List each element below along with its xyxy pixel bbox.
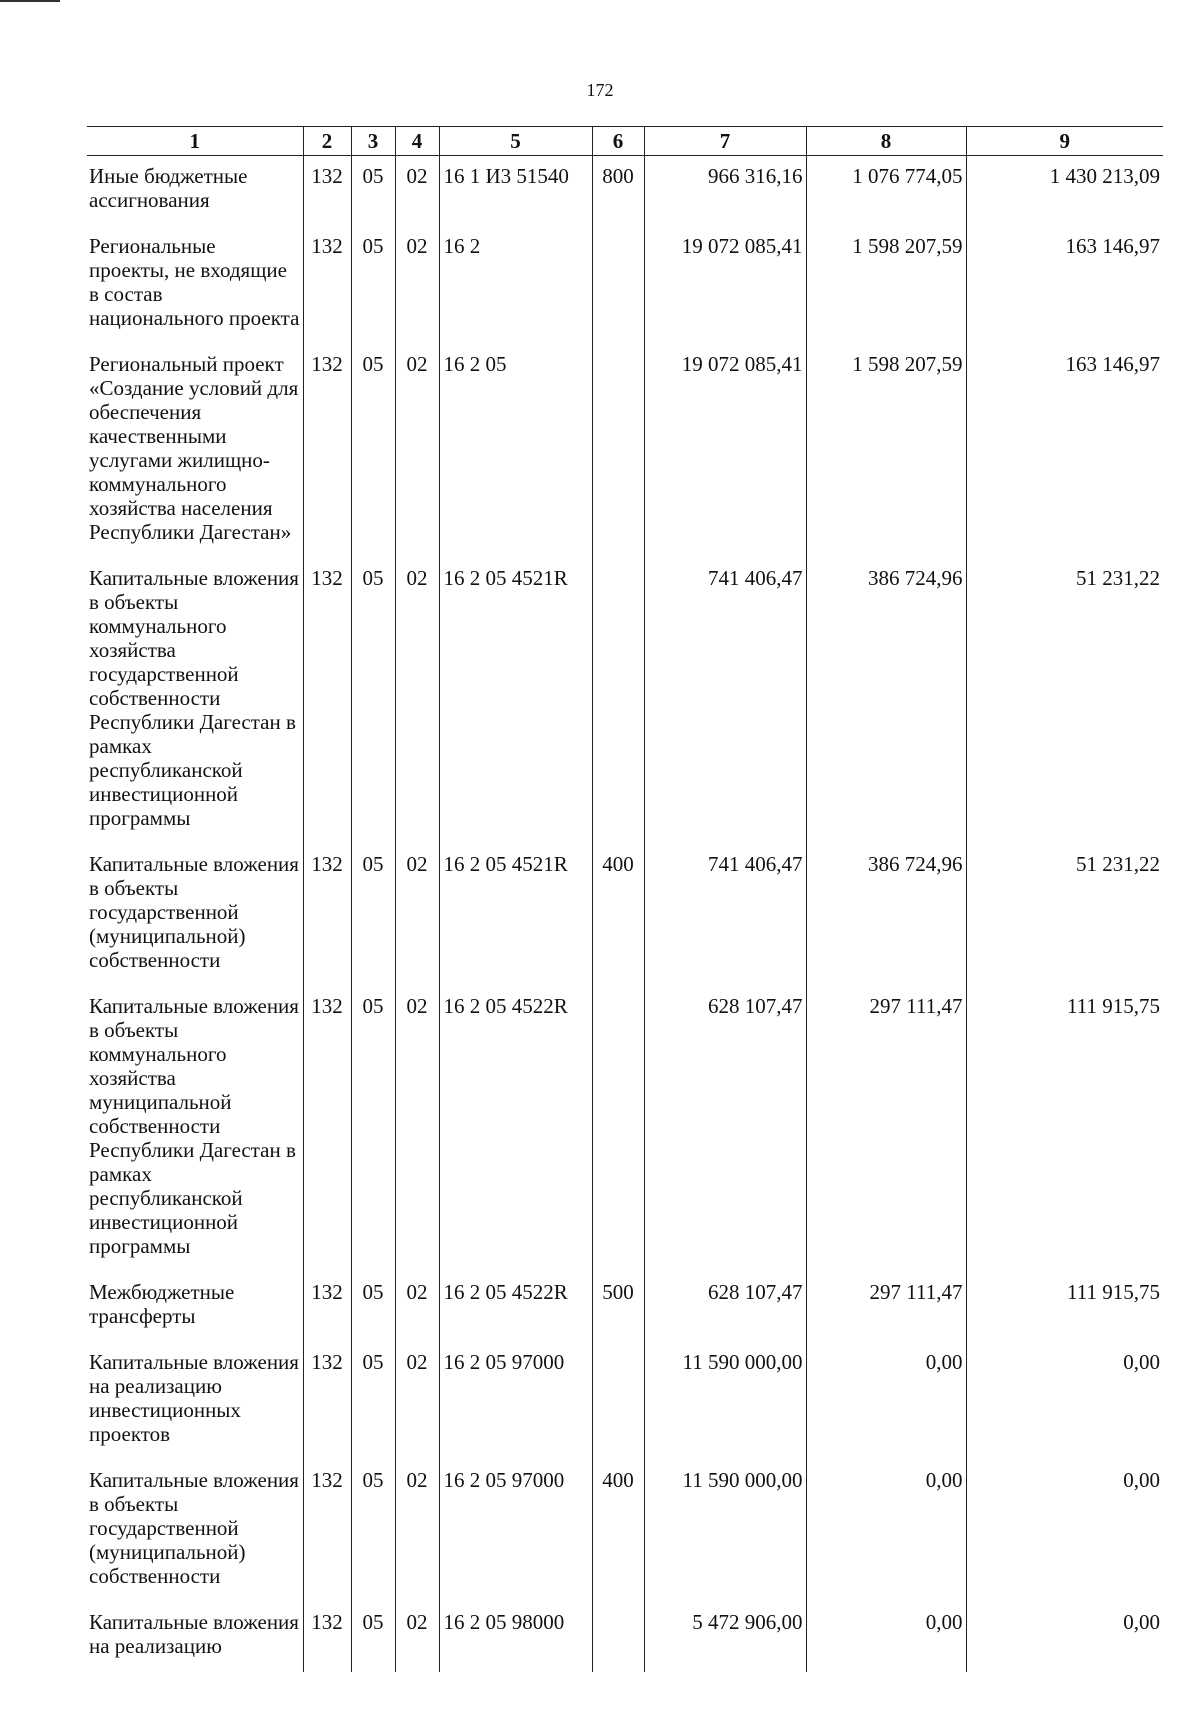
column-header: 4	[395, 127, 439, 156]
admin-code: 132	[303, 156, 351, 227]
amount-col8: 0,00	[806, 1602, 966, 1672]
column-header: 8	[806, 127, 966, 156]
subsection-code: 02	[395, 226, 439, 344]
budget-table	[87, 126, 1163, 1672]
section-code: 05	[351, 344, 395, 558]
target-code: 16 2 05 4522R	[439, 1272, 592, 1342]
amount-col8: 0,00	[806, 1342, 966, 1460]
row-name: Капитальные вложения в объекты государственной (муниципальной) собственности	[89, 1468, 299, 1588]
column-header: 7	[644, 127, 806, 156]
amount-col9: 0,00	[966, 1602, 1163, 1672]
amount-col9: 111 915,75	[966, 1272, 1163, 1342]
expense-type-code: 400	[592, 844, 644, 986]
expense-type-code: 800	[592, 156, 644, 227]
target-code: 16 2 05 4521R	[439, 558, 592, 844]
table-row	[87, 156, 1163, 227]
column-header: 1	[87, 127, 303, 156]
amount-col8: 1 598 207,59	[806, 226, 966, 344]
amount-col8: 1 076 774,05	[806, 156, 966, 227]
amount-col9: 51 231,22	[966, 844, 1163, 986]
row-name: Капитальные вложения в объекты коммунального хозяйства муниципальной собственности Республики Дагестан в рамках республиканской инвестиционной программы	[89, 994, 299, 1258]
admin-code: 132	[303, 1272, 351, 1342]
amount-col9: 51 231,22	[966, 558, 1163, 844]
page-number: 172	[586, 80, 614, 100]
amount-col9: 163 146,97	[966, 226, 1163, 344]
row-name: Иные бюджетные ассигнования	[89, 164, 248, 212]
section-code: 05	[351, 844, 395, 986]
section-code: 05	[351, 1272, 395, 1342]
header-row	[87, 127, 1163, 156]
column-header: 2	[303, 127, 351, 156]
admin-code: 132	[303, 344, 351, 558]
amount-col7: 19 072 085,41	[644, 344, 806, 558]
subsection-code: 02	[395, 1272, 439, 1342]
amount-col8: 297 111,47	[806, 1272, 966, 1342]
amount-col9: 1 430 213,09	[966, 156, 1163, 227]
section-code: 05	[351, 1342, 395, 1460]
row-name: Капитальные вложения на реализацию	[89, 1610, 299, 1658]
admin-code: 132	[303, 1460, 351, 1602]
target-code: 16 2	[439, 226, 592, 344]
subsection-code: 02	[395, 344, 439, 558]
column-header: 9	[966, 127, 1163, 156]
expense-type-code	[592, 1602, 644, 1672]
amount-col8: 297 111,47	[806, 986, 966, 1272]
table-row	[87, 1602, 1163, 1672]
table-row	[87, 844, 1163, 986]
admin-code: 132	[303, 558, 351, 844]
target-code: 16 1 И3 51540	[439, 156, 592, 227]
row-name: Региональные проекты, не входящие в состав национального проекта	[89, 234, 300, 330]
section-code: 05	[351, 1602, 395, 1672]
amount-col7: 741 406,47	[644, 844, 806, 986]
column-header: 3	[351, 127, 395, 156]
subsection-code: 02	[395, 558, 439, 844]
section-code: 05	[351, 156, 395, 227]
amount-col8: 386 724,96	[806, 844, 966, 986]
expense-type-code: 400	[592, 1460, 644, 1602]
amount-col8: 0,00	[806, 1460, 966, 1602]
target-code: 16 2 05 4522R	[439, 986, 592, 1272]
table-row	[87, 986, 1163, 1272]
amount-col9: 163 146,97	[966, 344, 1163, 558]
table-row	[87, 1342, 1163, 1460]
target-code: 16 2 05 97000	[439, 1460, 592, 1602]
amount-col8: 1 598 207,59	[806, 344, 966, 558]
amount-col7: 741 406,47	[644, 558, 806, 844]
section-code: 05	[351, 558, 395, 844]
target-code: 16 2 05 98000	[439, 1602, 592, 1672]
top-edge-rule	[0, 0, 60, 2]
row-name: Капитальные вложения на реализацию инвестиционных проектов	[89, 1350, 299, 1446]
row-name: Межбюджетные трансферты	[89, 1280, 235, 1328]
target-code: 16 2 05 4521R	[439, 844, 592, 986]
amount-col9: 0,00	[966, 1460, 1163, 1602]
amount-col7: 628 107,47	[644, 1272, 806, 1342]
amount-col9: 111 915,75	[966, 986, 1163, 1272]
section-code: 05	[351, 226, 395, 344]
amount-col7: 19 072 085,41	[644, 226, 806, 344]
amount-col8: 386 724,96	[806, 558, 966, 844]
expense-type-code: 500	[592, 1272, 644, 1342]
subsection-code: 02	[395, 1342, 439, 1460]
table-row	[87, 558, 1163, 844]
admin-code: 132	[303, 1602, 351, 1672]
expense-type-code	[592, 558, 644, 844]
amount-col7: 5 472 906,00	[644, 1602, 806, 1672]
amount-col7: 11 590 000,00	[644, 1460, 806, 1602]
expense-type-code	[592, 344, 644, 558]
admin-code: 132	[303, 226, 351, 344]
row-name: Капитальные вложения в объекты коммунального хозяйства государственной собственности Республики Дагестан в рамках республиканской инвестиционной программы	[89, 566, 299, 830]
amount-col7: 628 107,47	[644, 986, 806, 1272]
subsection-code: 02	[395, 844, 439, 986]
table-row	[87, 1272, 1163, 1342]
expense-type-code	[592, 986, 644, 1272]
column-header: 6	[592, 127, 644, 156]
subsection-code: 02	[395, 986, 439, 1272]
target-code: 16 2 05	[439, 344, 592, 558]
table-row	[87, 344, 1163, 558]
expense-type-code	[592, 226, 644, 344]
admin-code: 132	[303, 986, 351, 1272]
admin-code: 132	[303, 844, 351, 986]
expense-type-code	[592, 1342, 644, 1460]
table-row	[87, 226, 1163, 344]
section-code: 05	[351, 986, 395, 1272]
table-row	[87, 1460, 1163, 1602]
subsection-code: 02	[395, 1460, 439, 1602]
subsection-code: 02	[395, 1602, 439, 1672]
section-code: 05	[351, 1460, 395, 1602]
admin-code: 132	[303, 1342, 351, 1460]
subsection-code: 02	[395, 156, 439, 227]
column-header: 5	[439, 127, 592, 156]
row-name: Региональный проект «Создание условий для обеспечения качественными услугами жилищно-коммунального хозяйства населения Республики Дагестан»	[89, 352, 299, 544]
target-code: 16 2 05 97000	[439, 1342, 592, 1460]
amount-col7: 966 316,16	[644, 156, 806, 227]
amount-col7: 11 590 000,00	[644, 1342, 806, 1460]
amount-col9: 0,00	[966, 1342, 1163, 1460]
row-name: Капитальные вложения в объекты государственной (муниципальной) собственности	[89, 852, 299, 972]
